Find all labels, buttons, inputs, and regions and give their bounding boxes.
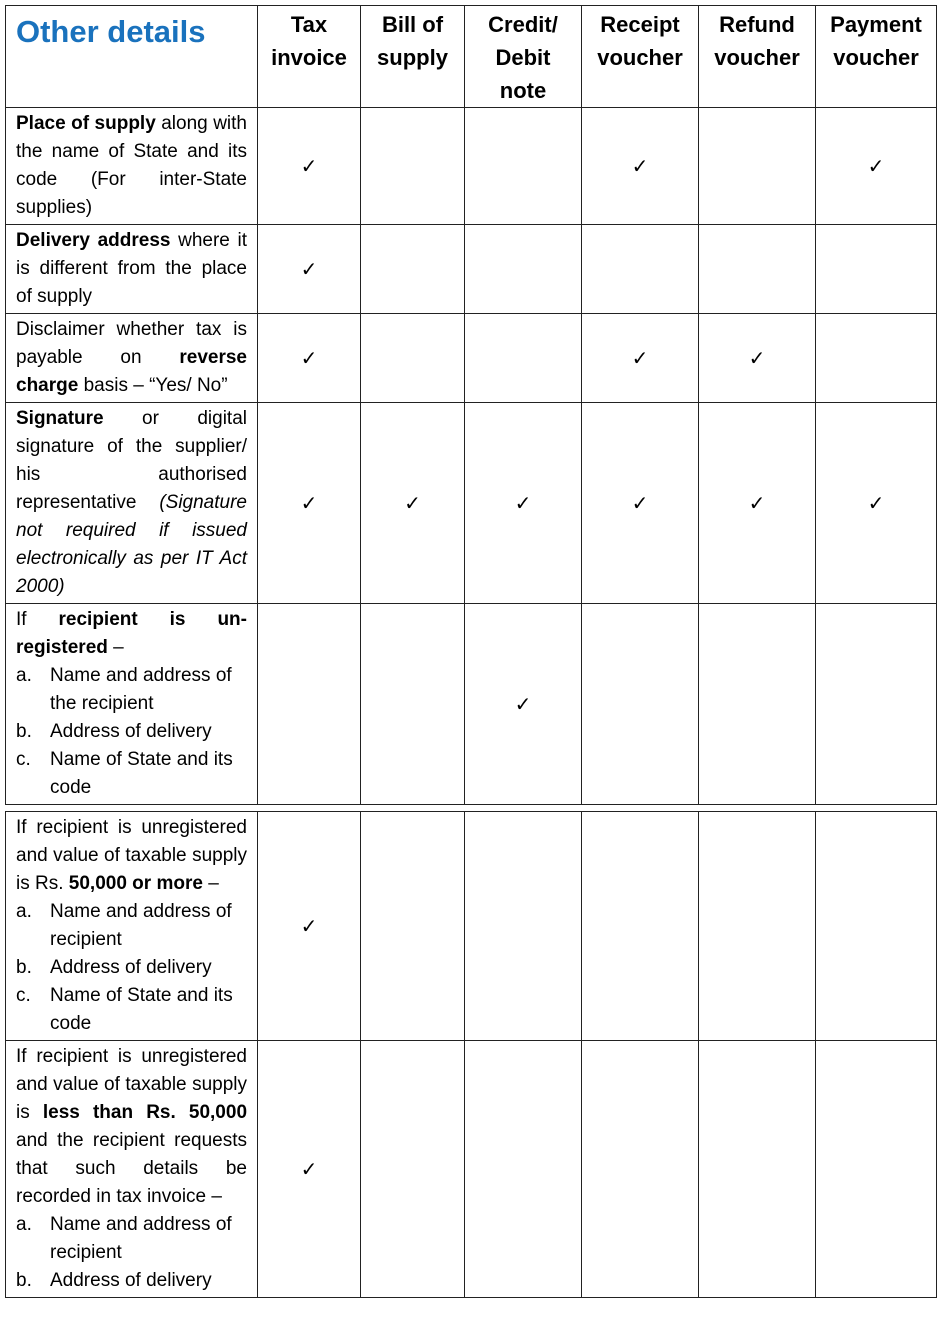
checkmark-icon: ✓ (404, 491, 421, 515)
cell-receipt-voucher (582, 403, 699, 604)
list-item-label: b. (16, 957, 32, 978)
header-row (6, 6, 937, 108)
list-item-text: Name and address of recipient (50, 1214, 232, 1263)
cell-payment-voucher (816, 108, 937, 225)
cell-payment-voucher (816, 812, 937, 1041)
cell-refund-voucher (699, 403, 816, 604)
checkmark-icon: ✓ (300, 491, 318, 515)
cell-tax-invoice (258, 225, 361, 314)
table-row (6, 604, 937, 805)
cell-payment-voucher (816, 1041, 937, 1298)
checkmark-icon: ✓ (867, 154, 885, 178)
row-description (6, 108, 258, 225)
cell-receipt-voucher (582, 314, 699, 403)
cell-credit-debit-note (465, 108, 582, 225)
cell-bill-of-supply (361, 1041, 465, 1298)
checkmark-icon: ✓ (867, 491, 885, 515)
list-item (16, 982, 247, 1038)
bold-text: Delivery address (16, 230, 171, 251)
details-table (5, 5, 937, 1298)
list-item-label: a. (16, 665, 32, 686)
table-row (6, 108, 937, 225)
cell-bill-of-supply (361, 812, 465, 1041)
list-item (16, 1267, 247, 1295)
checkmark-icon: ✓ (300, 257, 318, 281)
list-item-text: Address of delivery (50, 1270, 212, 1291)
list-item (16, 662, 247, 718)
table-row (6, 225, 937, 314)
list-item (16, 746, 247, 802)
row-description (6, 403, 258, 604)
header-line: Bill of (381, 12, 444, 37)
checkmark-icon: ✓ (631, 154, 649, 178)
list-item-text: Name and address of recipient (50, 901, 232, 950)
cell-refund-voucher (699, 314, 816, 403)
table-body (6, 108, 937, 1298)
sub-list (16, 898, 247, 1038)
cell-receipt-voucher (582, 812, 699, 1041)
description-text: Disclaimer whether tax is payable on (16, 319, 247, 368)
list-item-label: c. (16, 985, 31, 1006)
bold-text: reverse charge (16, 347, 247, 396)
cell-tax-invoice (258, 1041, 361, 1298)
bold-text: 50,000 or more (68, 873, 203, 894)
cell-credit-debit-note (465, 812, 582, 1041)
cell-credit-debit-note (465, 403, 582, 604)
cell-bill-of-supply (361, 604, 465, 805)
cell-credit-debit-note (465, 604, 582, 805)
checkmark-icon: ✓ (631, 491, 649, 515)
cell-tax-invoice (258, 604, 361, 805)
checkmark-icon: ✓ (300, 346, 318, 370)
row-gap (6, 805, 937, 812)
cell-tax-invoice (258, 812, 361, 1041)
checkmark-icon: ✓ (300, 914, 318, 938)
cell-bill-of-supply (361, 108, 465, 225)
bold-text: recipient is un-registered (16, 609, 247, 658)
checkmark-icon: ✓ (631, 346, 649, 370)
table-title: Other details (6, 6, 258, 108)
cell-bill-of-supply (361, 314, 465, 403)
list-item-label: a. (16, 1214, 32, 1235)
header-line: Debit (495, 45, 551, 70)
list-item-label: b. (16, 721, 32, 742)
checkmark-icon: ✓ (514, 491, 532, 515)
header-line: voucher (714, 45, 800, 70)
column-header-bill-of-supply (361, 6, 465, 108)
bold-text: Place of supply (16, 113, 156, 134)
row-description (6, 1041, 258, 1298)
row-gap-cell (6, 805, 937, 812)
description-text: – (107, 637, 124, 658)
italic-text: (Signature not required if issued electronically as per IT Act 2000) (16, 492, 247, 597)
cell-payment-voucher (816, 314, 937, 403)
checkmark-icon: ✓ (514, 692, 532, 716)
list-item-text: Name of State and its code (50, 749, 233, 798)
description-text: where it is different from the place of supply (16, 230, 248, 307)
list-item-text: Name of State and its code (50, 985, 233, 1034)
description-text: If recipient is unregistered and value of taxable supply is (16, 1046, 247, 1123)
row-description (6, 314, 258, 403)
cell-credit-debit-note (465, 1041, 582, 1298)
row-description (6, 225, 258, 314)
cell-tax-invoice (258, 314, 361, 403)
description-text: along with the name of State and its code (For inter-State supplies) (16, 113, 247, 218)
column-header-credit-debit-note (465, 6, 582, 108)
checkmark-icon: ✓ (748, 346, 766, 370)
column-header-refund-voucher (699, 6, 816, 108)
list-item (16, 1211, 247, 1267)
header-line: Receipt (600, 12, 680, 37)
details-table-wrapper (5, 5, 937, 1298)
cell-payment-voucher (816, 225, 937, 314)
cell-credit-debit-note (465, 225, 582, 314)
column-header-receipt-voucher (582, 6, 699, 108)
list-item-text: Address of delivery (50, 721, 212, 742)
sub-list (16, 1211, 247, 1295)
description-text: and the recipient requests that such details be recorded in tax invoice – (16, 1130, 247, 1207)
list-item-label: c. (16, 749, 31, 770)
header-line: Payment (830, 12, 922, 37)
cell-receipt-voucher (582, 225, 699, 314)
checkmark-icon: ✓ (300, 154, 318, 178)
cell-refund-voucher (699, 812, 816, 1041)
cell-bill-of-supply (361, 403, 465, 604)
row-description (6, 812, 258, 1041)
cell-bill-of-supply (361, 225, 465, 314)
header-line: voucher (833, 45, 919, 70)
checkmark-icon: ✓ (748, 491, 766, 515)
cell-receipt-voucher (582, 1041, 699, 1298)
cell-refund-voucher (699, 108, 816, 225)
cell-tax-invoice (258, 108, 361, 225)
sub-list (16, 662, 247, 802)
cell-refund-voucher (699, 604, 816, 805)
list-item-label: a. (16, 901, 32, 922)
row-description (6, 604, 258, 805)
header-line: Tax (290, 12, 328, 37)
cell-receipt-voucher (582, 604, 699, 805)
cell-refund-voucher (699, 1041, 816, 1298)
cell-credit-debit-note (465, 314, 582, 403)
table-row (6, 403, 937, 604)
list-item-label: b. (16, 1270, 32, 1291)
bold-text: Signature (16, 408, 104, 429)
bold-text: less than Rs. 50,000 (42, 1102, 248, 1123)
header-line: note (499, 78, 547, 103)
cell-refund-voucher (699, 225, 816, 314)
cell-payment-voucher (816, 403, 937, 604)
list-item (16, 954, 247, 982)
checkmark-icon: ✓ (300, 1157, 318, 1181)
header-line: invoice (271, 45, 347, 70)
description-text: basis – “Yes/ No” (78, 375, 228, 396)
header-line: voucher (597, 45, 683, 70)
table-row (6, 1041, 937, 1298)
list-item-text: Address of delivery (50, 957, 212, 978)
list-item (16, 898, 247, 954)
header-line: Refund (719, 12, 795, 37)
list-item (16, 718, 247, 746)
header-line: supply (377, 45, 448, 70)
list-item-text: Name and address of the recipient (50, 665, 232, 714)
column-header-payment-voucher (816, 6, 937, 108)
table-row (6, 314, 937, 403)
cell-tax-invoice (258, 403, 361, 604)
table-row (6, 812, 937, 1041)
description-text: If (16, 609, 59, 630)
description-text: – (202, 873, 219, 894)
description-text: or digital signature of the supplier/ his authorised representative (16, 408, 247, 513)
description-text: If recipient is unregistered and value of taxable supply is Rs. (16, 817, 247, 894)
cell-payment-voucher (816, 604, 937, 805)
column-header-tax-invoice (258, 6, 361, 108)
cell-receipt-voucher (582, 108, 699, 225)
header-line: Credit/ (488, 12, 558, 37)
